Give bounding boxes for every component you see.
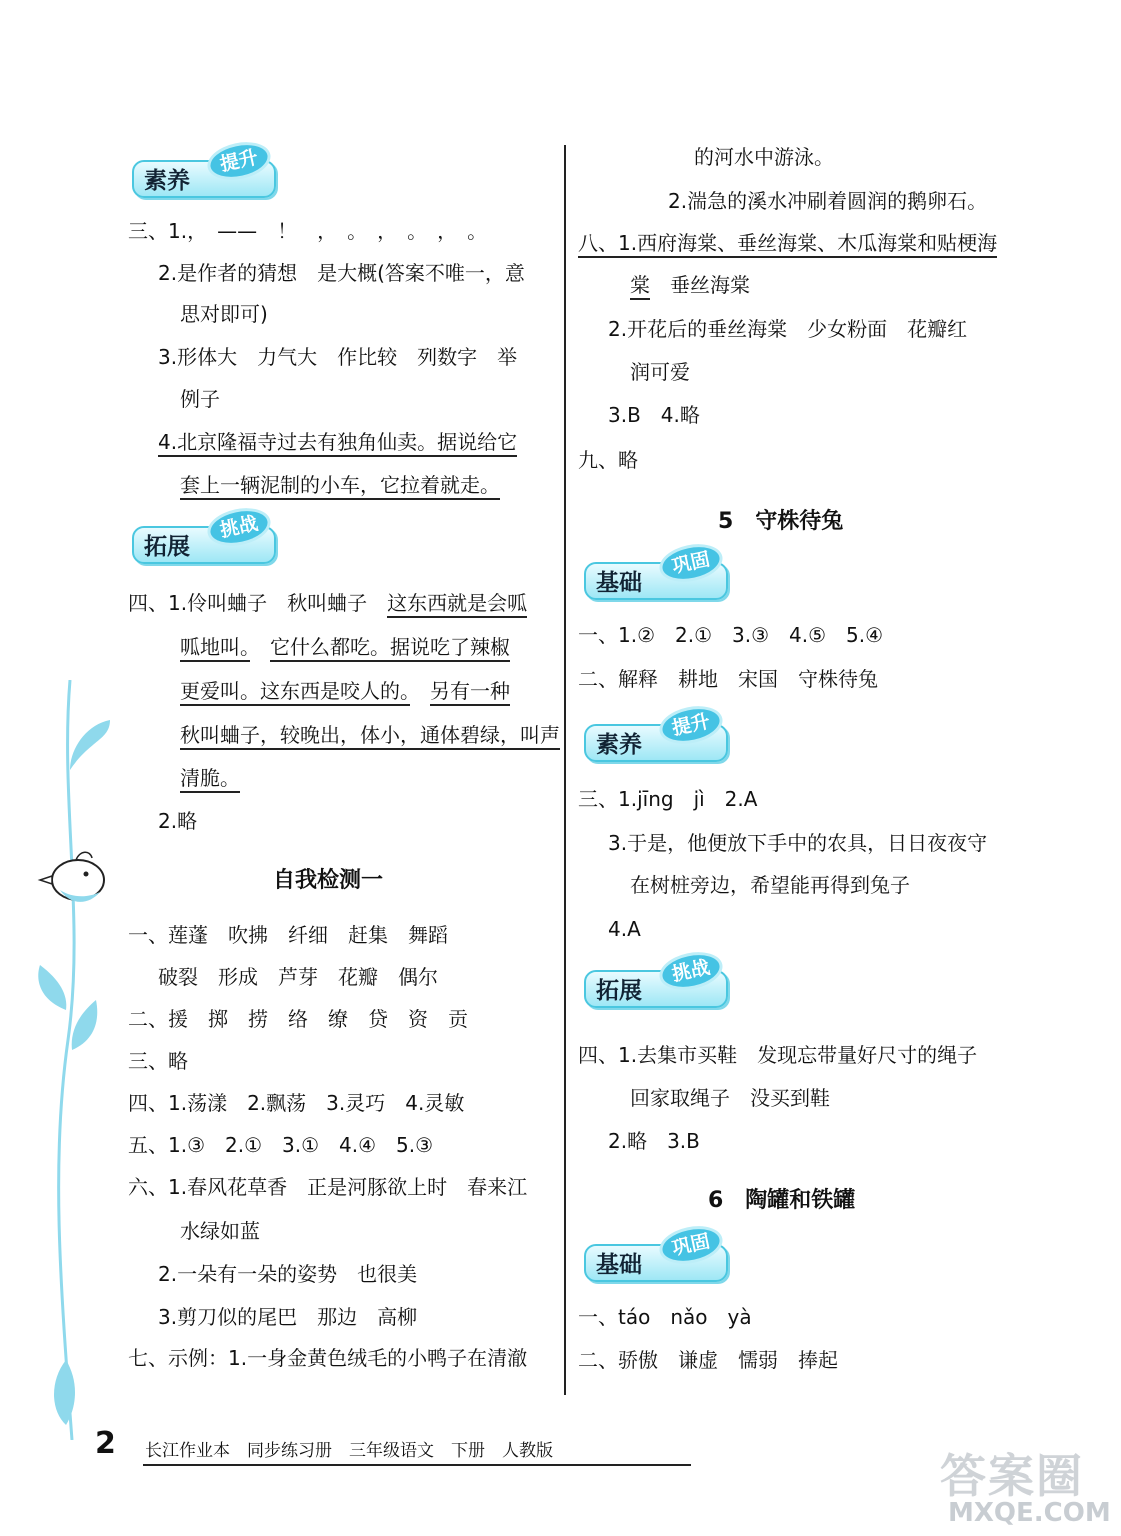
badge-sub: 挑战 [208, 506, 271, 547]
answer-line: 四、1.荡漾 2.飘荡 3.灵巧 4.灵敏 [128, 1091, 465, 1115]
badge-sub: 提升 [208, 140, 271, 181]
answer-line: 3.于是，他便放下手中的农具，日日夜夜守 [608, 831, 988, 855]
answer-line: 六、1.春风花草香 正是河豚欲上时 春来江 [128, 1175, 528, 1199]
watermark-text: 答案圈 [940, 1449, 1084, 1503]
answer-line: 二、骄傲 谦虚 懦弱 捧起 [578, 1348, 838, 1372]
answer-line: 一、1.② 2.① 3.③ 4.⑤ 5.④ [578, 623, 884, 647]
answer-line: 二、援 掷 捞 络 缭 贷 资 贡 [128, 1007, 468, 1031]
watermark-logo [940, 1440, 1115, 1530]
section-heading: 6 陶罐和铁罐 [708, 1188, 856, 1213]
answer-line: 一、莲蓬 吹拂 纤细 赶集 舞蹈 [128, 923, 448, 947]
answer-line: 润可爱 [630, 360, 690, 384]
answer-line: 3.B 4.略 [608, 403, 700, 427]
answer-line: 2.一朵有一朵的姿势 也很美 [158, 1262, 418, 1286]
answer-line: 2.略 3.B [608, 1129, 700, 1153]
column-divider [564, 145, 566, 1395]
answer-line: 例子 [180, 387, 220, 411]
badge-main: 基础 [596, 1252, 642, 1278]
answer-line-underlined: 4.北京隆福寺过去有独角仙卖。据说给它 [158, 427, 517, 457]
answer-line: 三、1.jīng jì 2.A [578, 787, 758, 811]
answer-line: 三、1.， —— ！ ， 。 ， 。 ， 。 [128, 219, 488, 243]
answer-line: 在树桩旁边，希望能再得到兔子 [630, 873, 910, 897]
answer-line: 2.开花后的垂丝海棠 少女粉面 花瓣红 [608, 317, 968, 341]
answer-line: 4.A [608, 917, 641, 941]
answer-line-underlined: 套上一辆泥制的小车，它拉着就走。 [180, 470, 500, 500]
tuozhan-tiaozhan-badge [584, 956, 728, 1004]
answer-line: 2.略 [158, 809, 198, 833]
answer-line: 一、táo nǎo yà [578, 1305, 752, 1329]
tuozhan-tiaozhan-badge [132, 512, 276, 560]
watermark-url: MXQE.COM [948, 1498, 1111, 1528]
answer-line: 2.是作者的猜想 是大概(答案不唯一，意 [158, 261, 525, 285]
answer-line: 五、1.③ 2.① 3.① 4.④ 5.③ [128, 1133, 434, 1157]
badge-main: 素养 [596, 732, 642, 758]
badge-main: 素养 [144, 168, 190, 194]
answer-line: 回家取绳子 没买到鞋 [630, 1086, 830, 1110]
vine-bird-decoration-icon [30, 680, 140, 1440]
answer-line: 的河水中游泳。 [694, 145, 834, 169]
badge-main: 基础 [596, 570, 642, 596]
footer-title: 长江作业本 同步练习册 三年级语文 下册 人教版 [145, 1441, 553, 1461]
answer-line: 二、解释 耕地 宋国 守株待兔 [578, 667, 878, 691]
badge-main: 拓展 [596, 978, 642, 1004]
answer-line: 3.剪刀似的尾巴 那边 高柳 [158, 1305, 418, 1329]
badge-sub: 挑战 [660, 950, 723, 991]
answer-line: 水绿如蓝 [180, 1219, 260, 1243]
answer-line: 七、示例：1.一身金黄色绒毛的小鸭子在清澈 [128, 1346, 528, 1370]
answer-line-underlined: 秋叫蛐子，较晚出，体小，通体碧绿，叫声 [180, 720, 560, 750]
jichu-gonggu-badge [584, 1230, 728, 1278]
badge-main: 拓展 [144, 534, 190, 560]
suyang-tisheng-badge [584, 710, 728, 758]
page-number: 2 [95, 1426, 116, 1461]
answer-line-underlined: 清脆。 [180, 763, 240, 793]
badge-sub: 巩固 [660, 542, 723, 583]
section-heading: 5 守株待兔 [718, 509, 844, 534]
answer-line: 九、略 [578, 448, 638, 472]
answer-line: 3.形体大 力气大 作比较 列数字 举 [158, 345, 518, 369]
section-heading: 自我检测一 [273, 868, 384, 893]
answer-line: 呱地叫。 它什么都吃。据说吃了辣椒 [180, 632, 510, 662]
answer-line: 2.湍急的溪水冲刷着圆润的鹅卵石。 [668, 189, 988, 213]
answer-line: 三、略 [128, 1049, 188, 1073]
answer-line: 破裂 形成 芦芽 花瓣 偶尔 [158, 965, 438, 989]
answer-line-underlined: 八、1.西府海棠、垂丝海棠、木瓜海棠和贴梗海 [578, 228, 997, 258]
answer-line: 更爱叫。这东西是咬人的。 另有一种 [180, 676, 510, 706]
answer-line: 思对即可) [180, 302, 268, 326]
answer-line: 棠 垂丝海棠 [630, 270, 750, 300]
answer-line: 四、1.去集市买鞋 发现忘带量好尺寸的绳子 [578, 1043, 978, 1067]
answer-line: 四、1.伶叫蛐子 秋叫蛐子 这东西就是会呱 [128, 588, 527, 618]
suyang-tisheng-badge [132, 146, 276, 194]
badge-sub: 提升 [660, 704, 723, 745]
jichu-gonggu-badge [584, 548, 728, 596]
badge-sub: 巩固 [660, 1224, 723, 1265]
footer-rule [143, 1464, 691, 1466]
